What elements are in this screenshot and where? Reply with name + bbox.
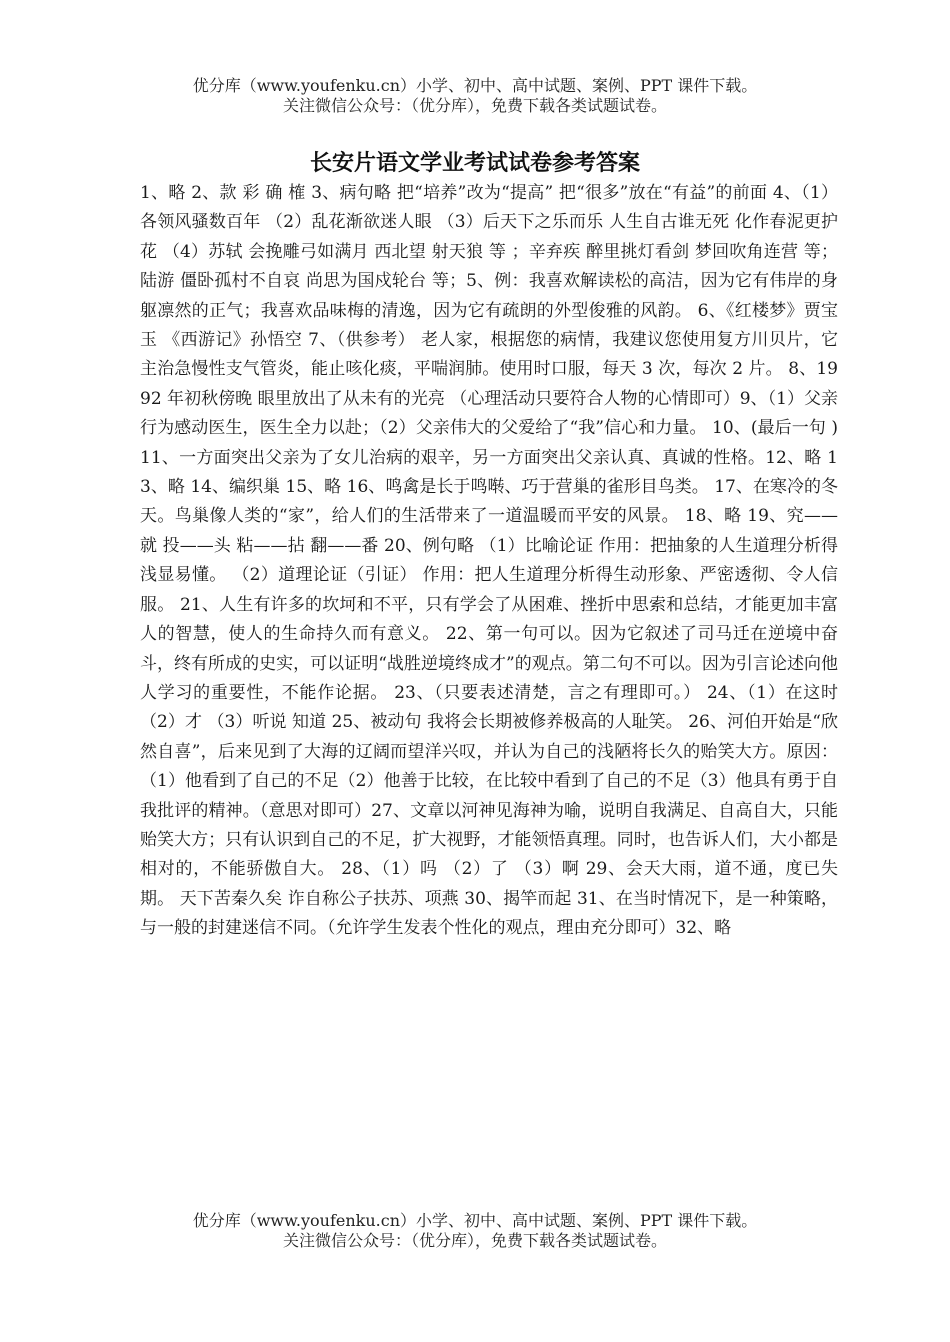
footer-line-2: 关注微信公众号：（优分库），免费下载各类试题试卷。	[282, 1231, 667, 1250]
header-line-2: 关注微信公众号：（优分库），免费下载各类试题试卷。	[282, 96, 667, 115]
document-title: 长安片语文学业考试试卷参考答案	[309, 150, 640, 176]
footer-line-1: 优分库（www.youfenku.cn）小学、初中、高中试题、案例、PPT 课件下载。	[192, 1211, 758, 1230]
page-header	[0, 76, 950, 116]
page-footer	[0, 1211, 950, 1251]
header-line-1: 优分库（www.youfenku.cn）小学、初中、高中试题、案例、PPT 课件下载。	[192, 76, 758, 95]
answer-text: 1、略 2、款 彩 确 榷 3、病句略 把“培养”改为“提高” 把“很多”放在“有益”的前面 4、（1）各领风骚数百年 （2）乱花渐欲迷人眼 （3）后天下之乐而乐 人生自古谁无死 化作春泥更护花 （4）苏轼 会挽雕弓如满月 西北望 射天狼 等 ；辛弃疾 醉里挑灯看剑 梦回吹角连营 等；陆游 僵卧孤村不自哀 尚思为国戍轮台 等；5、例：我喜欢解读松的高洁，因为它有伟岸的身躯凛然的正气；我喜欢品味梅的清逸，因为它有疏朗的外型俊雅的风韵。 6、《红楼梦》贾宝玉 《西游记》孙悟空 7、（供参考） 老人家，根据您的病情，我建议您使用复方川贝片，它主治急慢性支气管炎，能止咳化痰，平喘润肺。使用时口服，每天 3 次，每次 2 片。 8、1992 年初秋傍晚 眼里放出了从未有的光亮 （心理活动只要符合人物的心情即可）9、（1）父亲行为感动医生，医生全力以赴；（2）父亲伟大的父爱给了“我”信心和力量。 10、(最后一句 ) 11、一方面突出父亲为了女儿治病的艰辛，另一方面突出父亲认真、真诚的性格。12、略 13、略 14、编织巢 15、略 16、鸣禽是长于鸣啭、巧于营巢的雀形目鸟类。 17、在寒冷的冬天。鸟巢像人类的“家”，给人们的生活带来了一道温暖而平安的风景。 18、略 19、究——就 投——头 粘——拈 翻——番 20、例句略 （1）比喻论证 作用：把抽象的人生道理分析得浅显易懂。 （2）道理论证（引证） 作用：把人生道理分析得生动形象、严密透彻、令人信服。 21、人生有许多的坎坷和不平，只有学会了从困难、挫折中思索和总结，才能更加丰富人的智慧，使人的生命持久而有意义。 22、第一句可以。因为它叙述了司马迁在逆境中奋斗，终有所成的史实，可以证明“战胜逆境终成才”的观点。第二句不可以。因为引言论述向他人学习的重要性，不能作论据。 23、（只要表述清楚，言之有理即可。） 24、（1）在这时 （2）才 （3）听说 知道 25、被动句 我将会长期被修养极高的人耻笑。 26、河伯开始是“欣然自喜”，后来见到了大海的辽阔而望洋兴叹，并认为自己的浅陋将长久的贻笑大方。原因：（1）他看到了自己的不足（2）他善于比较，在比较中看到了自己的不足（3）他具有勇于自我批评的精神。（意思对即可）27、文章以河神见海神为喻，说明自我满足、自高自大，只能贻笑大方；只有认识到自己的不足，扩大视野，才能领悟真理。同时，也告诉人们，大小都是相对的，不能骄傲自大。 28、（1）吗 （2）了 （3）啊 29、会天大雨，道不通，度已失期。 天下苦秦久矣 诈自称公子扶苏、项燕 30、揭竿而起 31、在当时情况下，是一种策略，与一般的封建迷信不同。（允许学生发表个性化的观点，理由充分即可）32、略	[140, 183, 838, 939]
